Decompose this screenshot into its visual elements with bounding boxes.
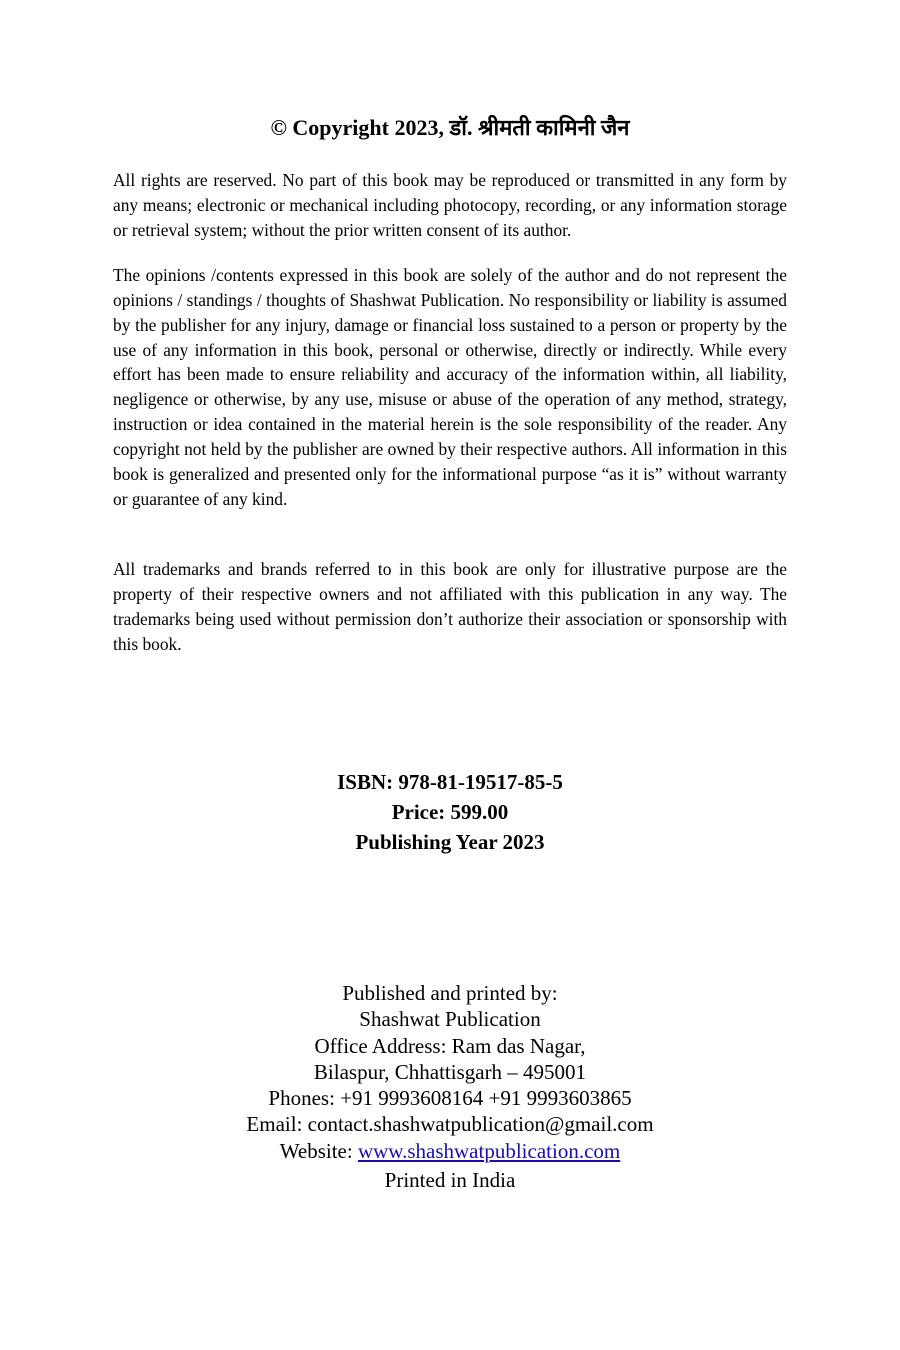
publisher-info [0, 980, 900, 1193]
printed-in: Printed in India [384, 1168, 516, 1193]
phones: Phones: +91 9993608164 +91 9993603865 [268, 1086, 632, 1111]
book-info [0, 767, 900, 857]
disclaimer-paragraph: The opinions /contents expressed in this book are solely of the author and do not represent the opinions / standings / thoughts of Shashwat Publication. No responsibility or liability is assumed by the publisher for any injury, damage or financial loss sustained to a person or property by the use of any information in this book, personal or otherwise, directly or indirectly. While every effort has been made to ensure reliability and accuracy of the information within, all liability, negligence or otherwise, by any use, misuse or abuse of the operation of any method, strategy, instruction or idea contained in the material herein is the sole responsibility of the reader. Any copyright not held by the publisher are owned by their respective authors. All information in this book is generalized and presented only for the informational purpose “as it is” without warranty or guarantee of any kind. [113, 265, 787, 509]
publisher-name: Shashwat Publication [359, 1007, 541, 1032]
trademarks-paragraph: All trademarks and brands referred to in this book are only for illustrative purpose are the property of their respective owners and not affiliated with this publication in any way. The trademarks being used without permission don’t authorize their association or sponsorship with this book. [113, 559, 787, 654]
email: Email: contact.shashwatpublication@gmail.com [246, 1112, 654, 1137]
price: Price: 599.00 [391, 800, 509, 824]
address-line-2: Bilaspur, Chhattisgarh – 495001 [313, 1059, 587, 1084]
rights-paragraph: All rights are reserved. No part of this book may be reproduced or transmitted in any form by any means; electronic or mechanical including photocopy, recording, or any information storage or retrieval system; without the prior written consent of its author. [113, 170, 787, 240]
address-line-1: Office Address: Ram das Nagar, [314, 1033, 586, 1058]
publishing-year: Publishing Year 2023 [355, 830, 545, 854]
website-label: Website: [279, 1138, 358, 1163]
isbn: ISBN: 978-81-19517-85-5 [337, 770, 563, 794]
copyright-heading: © Copyright 2023, डॉ. श्रीमती कामिनी जैन [270, 115, 630, 140]
website-line [0, 1138, 900, 1164]
publisher-heading: Published and printed by: [342, 981, 558, 1005]
website-link[interactable]: www.shashwatpublication.com [357, 1138, 621, 1163]
